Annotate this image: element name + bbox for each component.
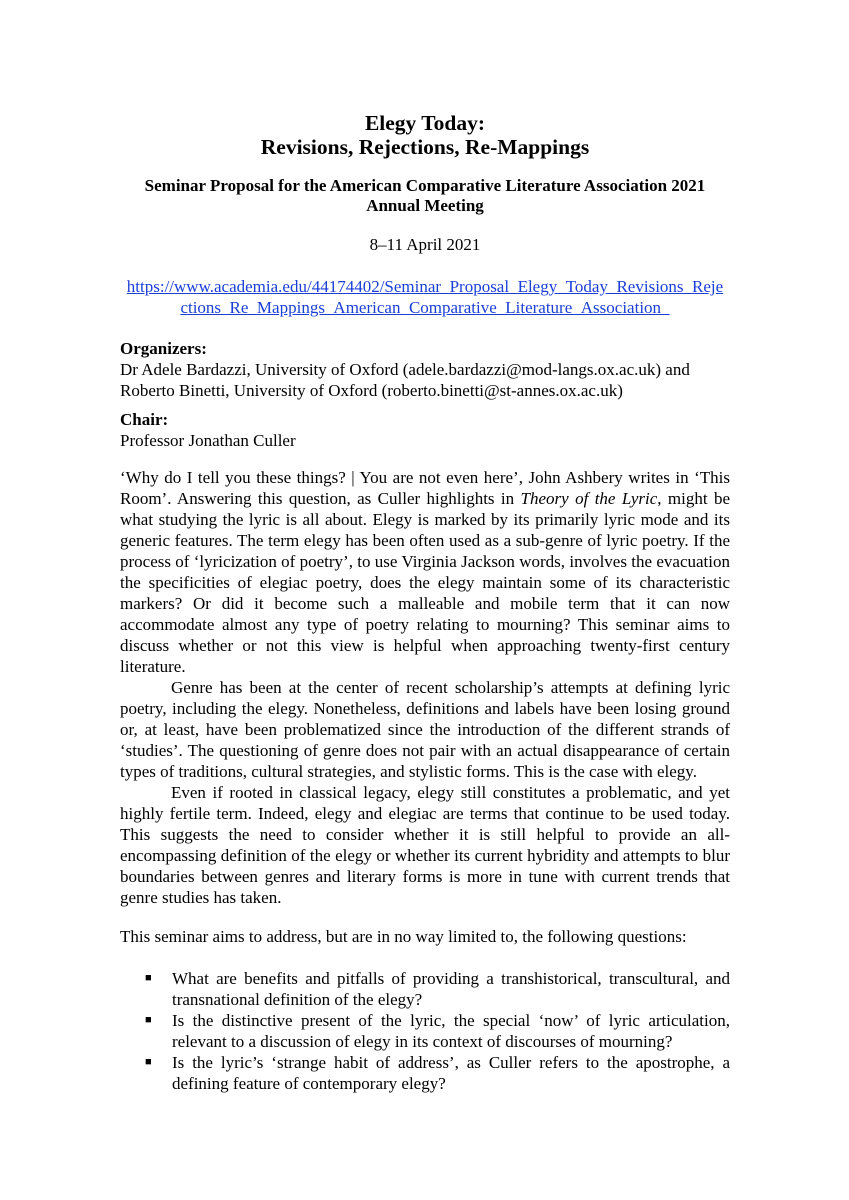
chair-name: Professor Jonathan Culler (120, 431, 296, 450)
list-item (120, 1052, 730, 1094)
bullet-icon: ■ (145, 1056, 152, 1068)
link-line-2[interactable]: ctions_Re_Mappings_American_Comparative_Literature_Association_ (180, 298, 670, 317)
academia-link[interactable] (120, 276, 730, 318)
paragraph-1-end: , might be what studying the lyric is all about. Elegy is marked by its primarily lyric mode and its generic features. The term elegy has been often used as a sub-genre of lyric poetry. If the process of ‘lyricization of poetry’, to use Virginia Jackson words, involves the evacuation the specificities of elegiac poetry, does the elegy maintain some of its characteristic markers? Or did it become such a malleable and mobile term that it can now accommodate almost any type of poetry relating to mourning? This seminar aims to discuss whether or not this view is helpful when approaching twenty-first century literature. (120, 489, 730, 676)
question-text: Is the distinctive present of the lyric, the special ‘now’ of lyric articulation, relevant to a discussion of elegy in its context of discourses of mourning? (172, 1011, 730, 1051)
organizers-line-2: Roberto Binetti, University of Oxford (roberto.binetti@st-annes.ox.ac.uk) (120, 381, 623, 400)
list-item (120, 1010, 730, 1052)
organizers-line-1: Dr Adele Bardazzi, University of Oxford (adele.bardazzi@mod-langs.ox.ac.uk) and (120, 360, 690, 379)
paragraph-1 (120, 467, 730, 677)
organizers-section (120, 338, 730, 401)
document-title-line-1: Elegy Today: (364, 111, 486, 135)
document-title-line-2: Revisions, Rejections, Re-Mappings (260, 135, 590, 159)
meeting-dates: 8–11 April 2021 (369, 235, 481, 254)
paragraph-1-start: ‘Why do I tell you these things? | You are not even here’, John Ashbery writes in ‘This Room’. Answering this question, as Culler highlights in (120, 468, 730, 508)
book-title: Theory of the Lyric (520, 489, 658, 508)
subtitle-line-2: Annual Meeting (366, 196, 484, 215)
chair-section (120, 409, 730, 451)
link-line-1[interactable]: https://www.academia.edu/44174402/Seminar_Proposal_Elegy_Today_Revisions_Reje (126, 277, 724, 296)
questions-list (120, 968, 730, 1094)
chair-heading: Chair: (120, 410, 169, 429)
organizers-heading: Organizers: (120, 339, 207, 358)
subtitle-line-1: Seminar Proposal for the American Comparative Literature Association 2021 (144, 176, 706, 195)
question-text: What are benefits and pitfalls of providing a transhistorical, transcultural, and transnational definition of the elegy? (172, 969, 730, 1009)
list-item (120, 968, 730, 1010)
question-text: Is the lyric’s ‘strange habit of address’, as Culler refers to the apostrophe, a defining feature of contemporary elegy? (172, 1053, 730, 1093)
questions-intro: This seminar aims to address, but are in no way limited to, the following questions: (120, 927, 687, 946)
document-subtitle (120, 176, 730, 216)
paragraph-2: Genre has been at the center of recent scholarship’s attempts at defining lyric poetry, including the elegy. Nonetheless, definitions and labels have been losing ground or, at least, have been problematized since the introduction of the different strands of ‘studies’. The questioning of genre does not pair with an actual disappearance of certain types of traditions, cultural strategies, and stylistic forms. This is the case with elegy. (120, 678, 730, 781)
bullet-icon: ■ (145, 1014, 152, 1026)
paragraph-3: Even if rooted in classical legacy, elegy still constitutes a problematic, and yet highly fertile term. Indeed, elegy and elegiac are terms that continue to be used today. This suggests the need to consider whether it is still helpful to provide an all-encompassing definition of the elegy or whether its current hybridity and attempts to blur boundaries between genres and literary forms is more in tune with current trends that genre studies has taken. (120, 783, 730, 907)
bullet-icon: ■ (145, 972, 152, 984)
body-text (120, 467, 730, 908)
